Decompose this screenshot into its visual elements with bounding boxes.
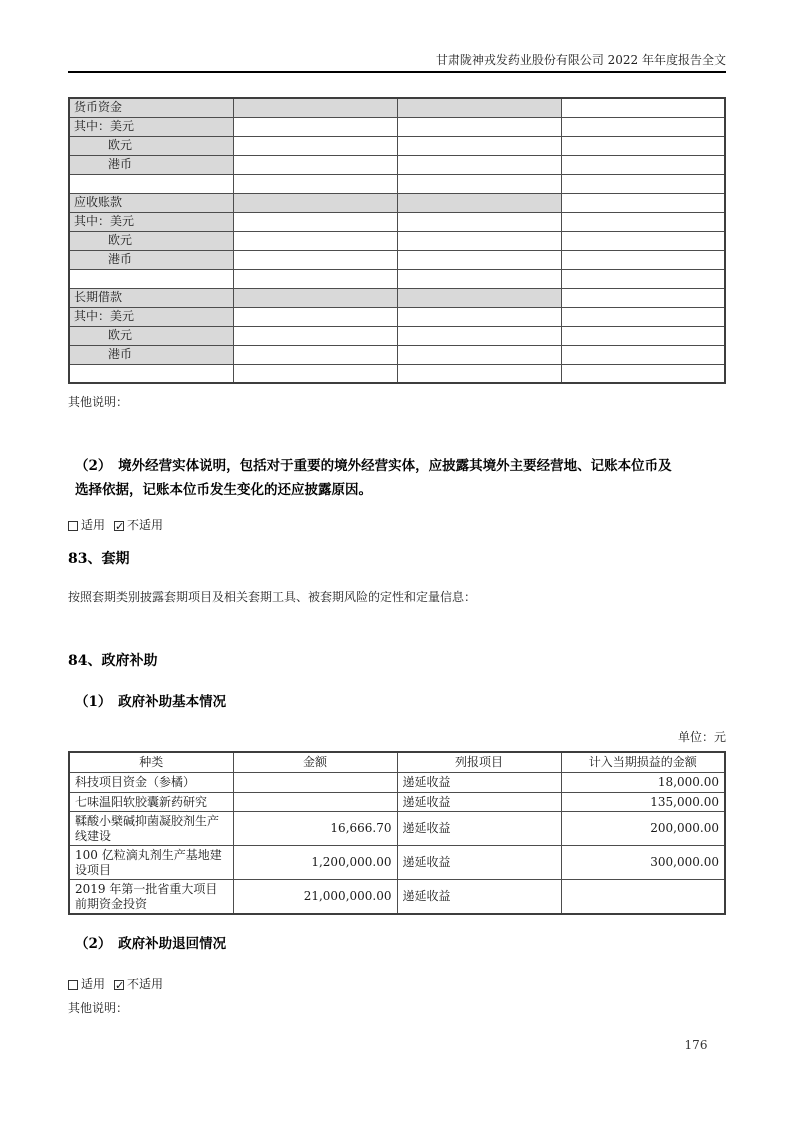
table-row-eur (69, 136, 725, 155)
table-cell (561, 117, 725, 136)
other-note: 其他说明： (68, 1001, 129, 1015)
table-cell (561, 269, 725, 288)
grant-presentation-cell: 递延收益 (397, 880, 561, 915)
table-row-usd (69, 212, 725, 231)
table-cell (561, 136, 725, 155)
table-cell (397, 250, 561, 269)
page-number: 176 (684, 1038, 708, 1052)
table-cell (233, 155, 397, 174)
table-cell (233, 326, 397, 345)
grant-type-cell: 2019 年第一批省重大项目前期资金投资 (69, 880, 233, 915)
table-cell (233, 288, 397, 307)
table-row-hkd (69, 155, 725, 174)
table-row-longterm-loans (69, 288, 725, 307)
grant-presentation-cell: 递延收益 (397, 773, 561, 793)
section-84-heading: 84、政府补助 (68, 653, 158, 669)
table-cell (561, 288, 725, 307)
table-cell (233, 269, 397, 288)
header-rule (68, 71, 726, 73)
column-header-presentation: 列报项目 (397, 752, 561, 773)
not-applicable-label: 不适用 (127, 518, 164, 532)
row-label-cell: 港币 (69, 155, 233, 174)
grant-type-cell: 七味温阳软胶囊新药研究 (69, 792, 233, 812)
applicability-line (68, 977, 726, 992)
table-cell (397, 212, 561, 231)
table-cell (233, 345, 397, 364)
table-cell (233, 193, 397, 212)
checkbox-checked-icon (114, 521, 124, 531)
column-header-current-pl: 计入当期损益的金额 (561, 752, 725, 773)
applicable-label: 适用 (81, 977, 106, 991)
table-row-hkd (69, 345, 725, 364)
grant-amount-cell: 21,000,000.00 (233, 880, 397, 915)
table-cell (233, 98, 397, 117)
not-applicable-label: 不适用 (127, 977, 164, 991)
row-label-cell: 其中：美元 (69, 117, 233, 136)
grant-presentation-cell: 递延收益 (397, 846, 561, 880)
table-cell (233, 212, 397, 231)
other-note: 其他说明： (68, 395, 129, 409)
table-cell (561, 174, 725, 193)
grant-current-pl-cell: 18,000.00 (561, 773, 725, 793)
table-cell (561, 364, 725, 383)
table-row (69, 846, 725, 880)
row-label-cell: 其中：美元 (69, 307, 233, 326)
table-row-usd (69, 117, 725, 136)
table-cell (561, 212, 725, 231)
table-cell (233, 250, 397, 269)
table-row-accounts-receivable (69, 193, 725, 212)
grant-amount-cell (233, 773, 397, 793)
table-cell (397, 288, 561, 307)
unit-label: 单位：元 (677, 730, 726, 744)
table-cell (233, 364, 397, 383)
grant-current-pl-cell: 135,000.00 (561, 792, 725, 812)
table-row (69, 880, 725, 915)
table-cell (397, 231, 561, 250)
row-label-cell: 其中：美元 (69, 212, 233, 231)
applicable-label: 适用 (81, 518, 106, 532)
table-cell (233, 174, 397, 193)
row-label-cell: 欧元 (69, 231, 233, 250)
table-cell (233, 307, 397, 326)
section-83-heading: 83、套期 (68, 551, 130, 567)
table-cell (397, 193, 561, 212)
checkbox-checked-icon (114, 980, 124, 990)
table-row-usd (69, 307, 725, 326)
grant-type-cell: 鞣酸小檗碱抑菌凝胶剂生产线建设 (69, 812, 233, 846)
table-cell (561, 250, 725, 269)
row-label-cell: 欧元 (69, 136, 233, 155)
grant-current-pl-cell (561, 880, 725, 915)
table-row-spacer (69, 174, 725, 193)
table-row (69, 773, 725, 793)
table-cell (397, 345, 561, 364)
table-cell (561, 307, 725, 326)
checkbox-unchecked-icon (68, 521, 78, 531)
table-cell (397, 326, 561, 345)
table-cell (397, 155, 561, 174)
table-cell (69, 269, 233, 288)
table-cell (561, 326, 725, 345)
grant-current-pl-cell: 200,000.00 (561, 812, 725, 846)
table-cell (561, 345, 725, 364)
table-cell (397, 364, 561, 383)
row-label-cell: 应收账款 (69, 193, 233, 212)
table-cell (561, 193, 725, 212)
table-header-row (69, 752, 725, 773)
column-header-type: 种类 (69, 752, 233, 773)
grant-presentation-cell: 递延收益 (397, 792, 561, 812)
table-cell (397, 307, 561, 326)
table-row-spacer (69, 364, 725, 383)
table-cell (397, 174, 561, 193)
table-cell (233, 136, 397, 155)
table-cell (397, 136, 561, 155)
row-label-cell: 港币 (69, 345, 233, 364)
table-cell (69, 364, 233, 383)
row-label-cell: 欧元 (69, 326, 233, 345)
row-label-cell: 货币资金 (69, 98, 233, 117)
table-cell (233, 231, 397, 250)
table-cell (561, 98, 725, 117)
table-cell (397, 117, 561, 136)
table-row (69, 792, 725, 812)
grant-amount-cell: 16,666.70 (233, 812, 397, 846)
checkbox-unchecked-icon (68, 980, 78, 990)
hedging-description: 按照套期类别披露套期项目及相关套期工具、被套期风险的定性和定量信息： (68, 590, 477, 604)
table-cell (397, 269, 561, 288)
grant-current-pl-cell: 300,000.00 (561, 846, 725, 880)
table-cell (233, 117, 397, 136)
grant-type-cell: 科技项目资金（参橘） (69, 773, 233, 793)
row-label-cell: 港币 (69, 250, 233, 269)
table-row-eur (69, 231, 725, 250)
table-row-hkd (69, 250, 725, 269)
table-cell (397, 98, 561, 117)
grant-presentation-cell: 递延收益 (397, 812, 561, 846)
column-header-amount: 金额 (233, 752, 397, 773)
table-cell (561, 231, 725, 250)
currency-table (68, 97, 726, 384)
table-row (69, 812, 725, 846)
grants-basic-subheading: （1） 政府补助基本情况 (75, 694, 227, 710)
grants-refund-subheading: （2） 政府补助退回情况 (75, 936, 227, 952)
table-row-monetary-funds (69, 98, 725, 117)
overseas-entities-paragraph: （2） 境外经营实体说明，包括对于重要的境外经营实体，应披露其境外主要经营地、记账本位币及选择依据，记账本位币发生变化的还应披露原因。 (75, 458, 672, 498)
grant-type-cell: 100 亿粒滴丸剂生产基地建设项目 (69, 846, 233, 880)
table-cell (561, 155, 725, 174)
grants-table (68, 751, 726, 915)
grant-amount-cell (233, 792, 397, 812)
table-row-eur (69, 326, 725, 345)
table-cell (69, 174, 233, 193)
applicability-line (68, 518, 726, 533)
table-row-spacer (69, 269, 725, 288)
row-label-cell: 长期借款 (69, 288, 233, 307)
page-header-title: 甘肃陇神戎发药业股份有限公司 2022 年年度报告全文 (435, 53, 726, 67)
grant-amount-cell: 1,200,000.00 (233, 846, 397, 880)
